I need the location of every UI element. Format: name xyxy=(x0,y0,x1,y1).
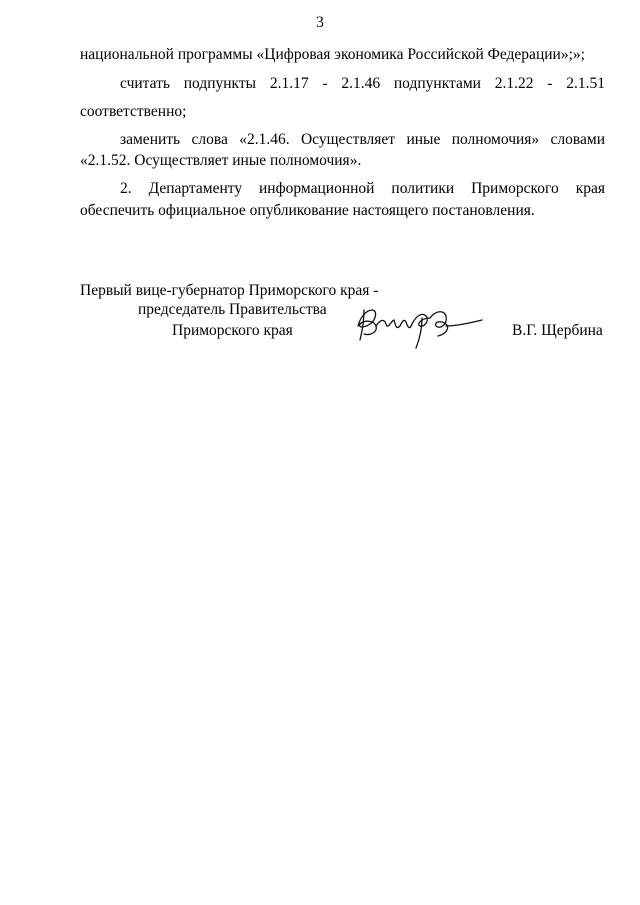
paragraph-line: соответственно; xyxy=(80,103,187,120)
handwritten-signature xyxy=(350,296,490,356)
signatory-name: В.Г. Щербина xyxy=(512,322,603,339)
page-number: 3 xyxy=(316,14,324,31)
signatory-position: Приморского края xyxy=(172,322,293,339)
paragraph-line: национальной программы «Цифровая экономика Российской Федерации»;»; xyxy=(80,46,585,63)
paragraph-line: «2.1.52. Осуществляет иные полномочия». xyxy=(80,152,362,169)
paragraph-line: обеспечить официальное опубликование настоящего постановления. xyxy=(80,202,535,219)
signatory-position: председатель Правительства xyxy=(138,301,327,318)
paragraph-line: считать подпункты 2.1.17 - 2.1.46 подпунктами 2.1.22 - 2.1.51 xyxy=(120,75,605,92)
signatory-position: Первый вице-губернатор Приморского края - xyxy=(80,282,379,299)
paragraph-line: 2. Департаменту информационной политики Приморского края xyxy=(120,180,605,197)
paragraph-line: заменить слова «2.1.46. Осуществляет иные полномочия» словами xyxy=(120,131,605,148)
